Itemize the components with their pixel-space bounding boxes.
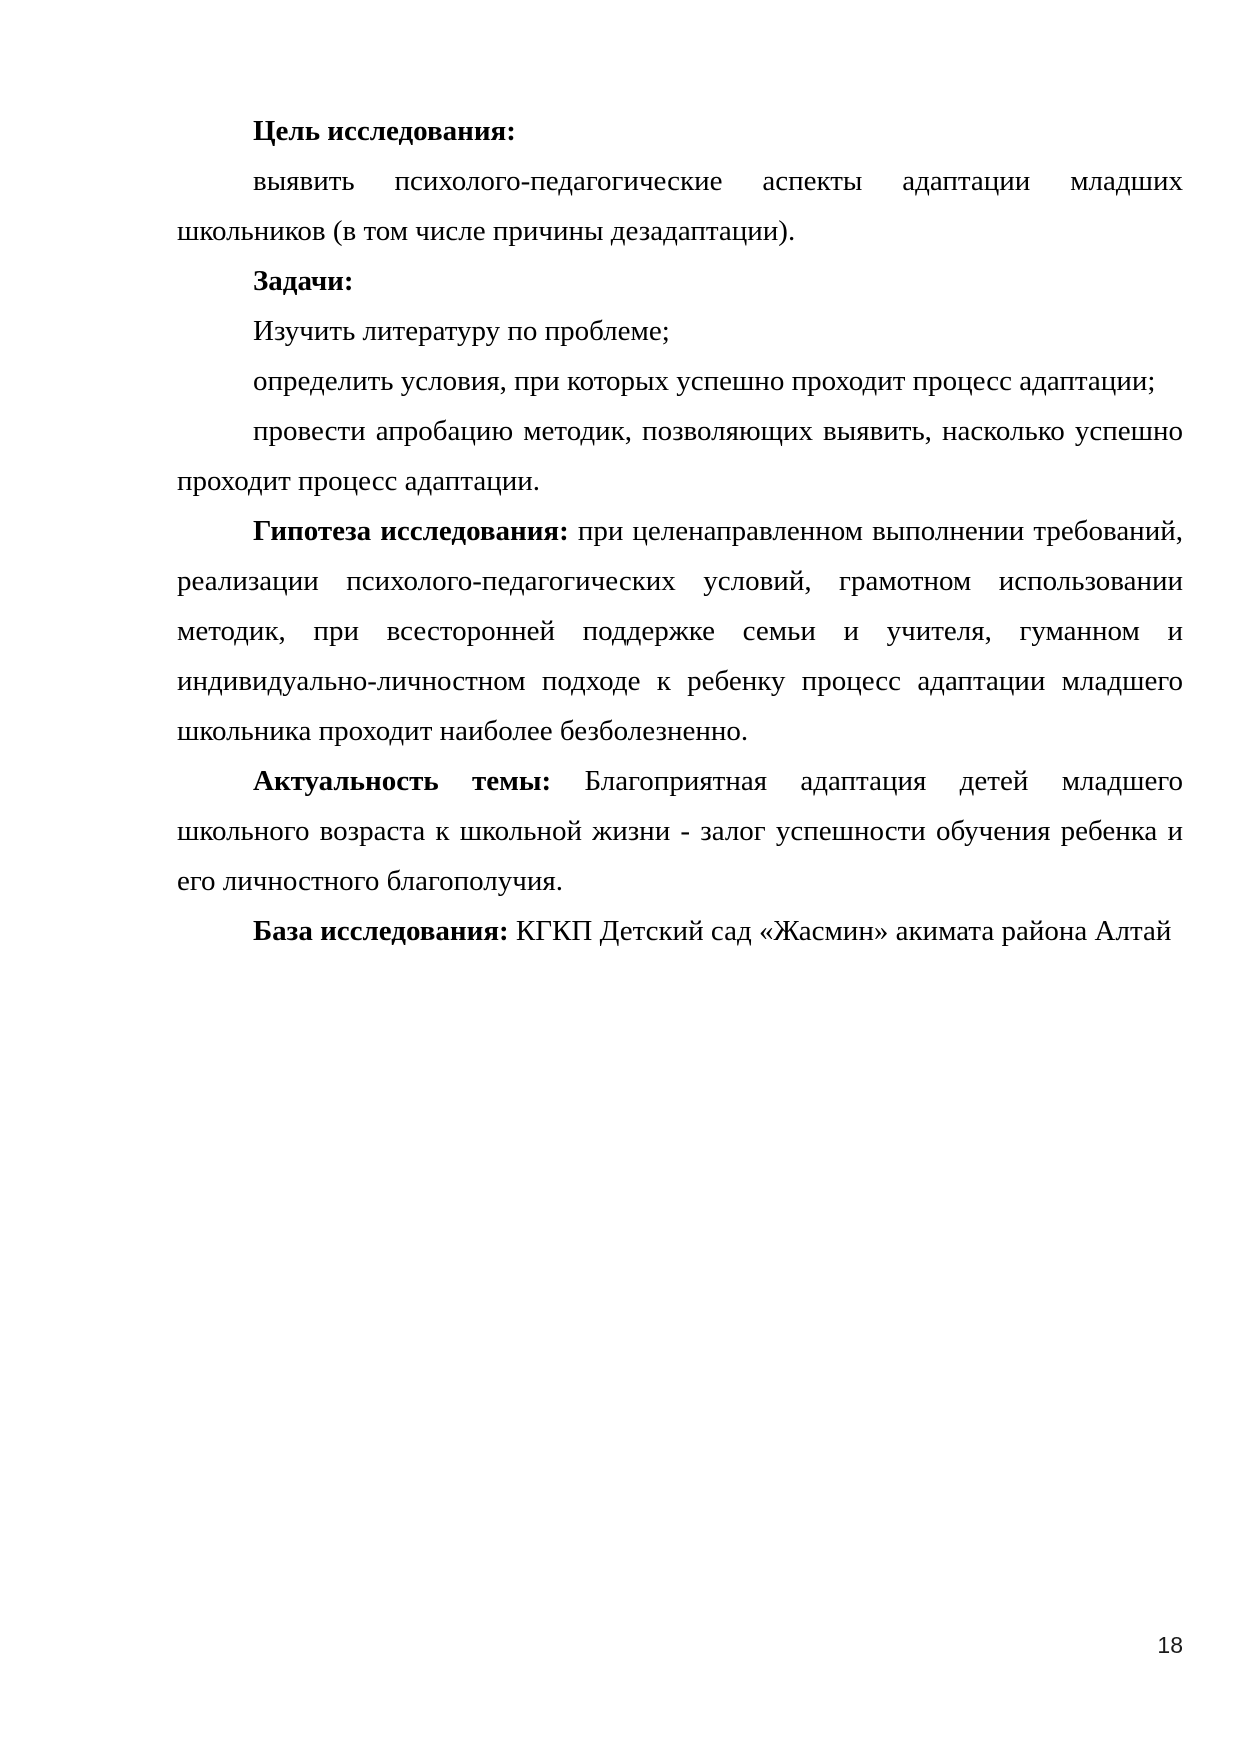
paragraph: [177, 406, 1183, 506]
paragraph-label: Задачи:: [253, 265, 354, 297]
paragraph-text: при целенаправленном выполнении требований, реализации психолого-педагогических условий, грамотном использовании методик, при всесторонней поддержке семьи и учителя, гуманном и индивидуально-личностном подходе к ребенку процесс адаптации младшего школьника проходит наиболее безболезненно.: [177, 515, 1183, 747]
paragraph-text: КГКП Детский сад «Жасмин» акимата района Алтай: [515, 915, 1172, 947]
page-number: 18: [1157, 1632, 1183, 1658]
document-body: [177, 106, 1183, 956]
paragraph-text: провести апробацию методик, позволяющих выявить, насколько успешно проходит процесс адаптации.: [177, 415, 1183, 497]
paragraph: [177, 256, 1183, 306]
paragraph: [177, 306, 1183, 356]
paragraph-label: База исследования:: [253, 915, 509, 947]
paragraph: [177, 906, 1183, 956]
paragraph-label: Актуальность темы:: [253, 765, 552, 797]
paragraph: [177, 756, 1183, 906]
paragraph-label: Гипотеза исследования:: [253, 515, 569, 547]
paragraph-text: выявить психолого-педагогические аспекты адаптации младших школьников (в том числе причины дезадаптации).: [177, 165, 1183, 247]
paragraph-text: определить условия, при которых успешно проходит процесс адаптации;: [253, 365, 1156, 397]
paragraph: [177, 156, 1183, 256]
paragraph: [177, 106, 1183, 156]
paragraph: [177, 506, 1183, 756]
paragraph-text: Благоприятная адаптация детей младшего школьного возраста к школьной жизни - залог успешности обучения ребенка и его личностного благополучия.: [177, 765, 1184, 897]
paragraph: [177, 356, 1183, 406]
paragraph-text: Изучить литературу по проблеме;: [253, 315, 670, 347]
paragraph-label: Цель исследования:: [253, 115, 516, 147]
